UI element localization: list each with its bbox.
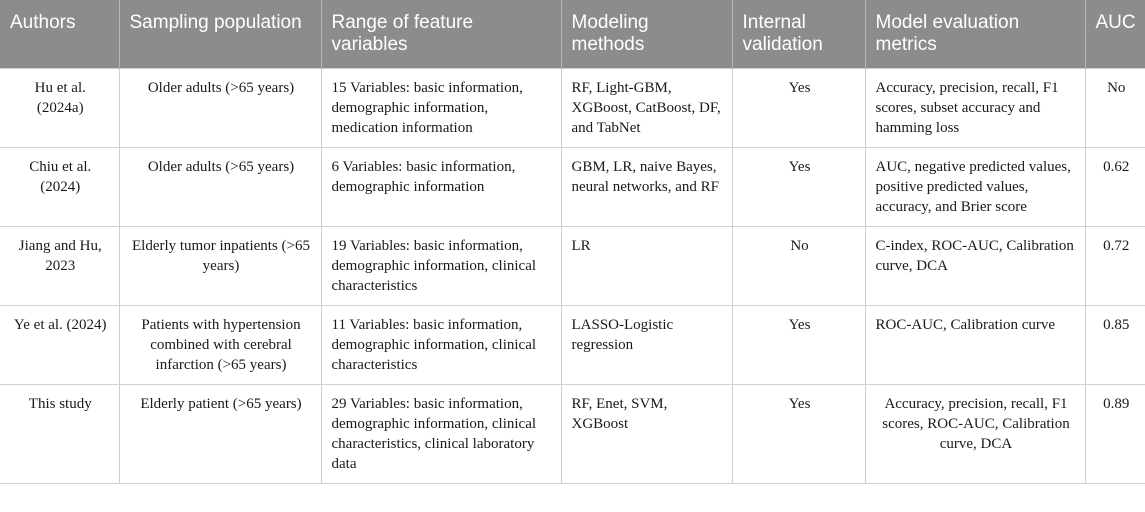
- table-row: [0, 69, 1145, 148]
- cell-methods: LR: [561, 227, 732, 306]
- table-row: [0, 385, 1145, 484]
- cell-validation: Yes: [732, 148, 865, 227]
- cell-validation: Yes: [732, 306, 865, 385]
- cell-validation: Yes: [732, 69, 865, 148]
- header-row: [0, 0, 1145, 69]
- cell-authors: Ye et al. (2024): [0, 306, 119, 385]
- cell-auc: 0.85: [1085, 306, 1145, 385]
- cell-authors: Hu et al. (2024a): [0, 69, 119, 148]
- cell-auc: 0.89: [1085, 385, 1145, 484]
- table-row: [0, 306, 1145, 385]
- cell-auc: 0.62: [1085, 148, 1145, 227]
- cell-validation: No: [732, 227, 865, 306]
- cell-metrics: Accuracy, precision, recall, F1 scores, ROC-AUC, Calibration curve, DCA: [865, 385, 1085, 484]
- header-feature-variables: Range of feature variables: [321, 0, 561, 69]
- header-evaluation-metrics: Model evaluation metrics: [865, 0, 1085, 69]
- cell-population: Older adults (>65 years): [119, 148, 321, 227]
- cell-metrics: C-index, ROC-AUC, Calibration curve, DCA: [865, 227, 1085, 306]
- cell-variables: 11 Variables: basic information, demographic information, clinical characteristics: [321, 306, 561, 385]
- cell-population: Older adults (>65 years): [119, 69, 321, 148]
- cell-variables: 19 Variables: basic information, demographic information, clinical characteristics: [321, 227, 561, 306]
- header-internal-validation: Internal validation: [732, 0, 865, 69]
- header-sampling-population: Sampling population: [119, 0, 321, 69]
- cell-population: Elderly tumor inpatients (>65 years): [119, 227, 321, 306]
- cell-validation: Yes: [732, 385, 865, 484]
- cell-methods: RF, Light-GBM, XGBoost, CatBoost, DF, and TabNet: [561, 69, 732, 148]
- table-row: [0, 227, 1145, 306]
- cell-methods: GBM, LR, naive Bayes, neural networks, and RF: [561, 148, 732, 227]
- cell-metrics: ROC-AUC, Calibration curve: [865, 306, 1085, 385]
- cell-population: Patients with hypertension combined with cerebral infarction (>65 years): [119, 306, 321, 385]
- cell-authors: Chiu et al. (2024): [0, 148, 119, 227]
- cell-variables: 6 Variables: basic information, demographic information: [321, 148, 561, 227]
- cell-metrics: AUC, negative predicted values, positive predicted values, accuracy, and Brier score: [865, 148, 1085, 227]
- table-body: [0, 69, 1145, 484]
- cell-methods: LASSO-Logistic regression: [561, 306, 732, 385]
- cell-auc: No: [1085, 69, 1145, 148]
- cell-authors: This study: [0, 385, 119, 484]
- cell-variables: 29 Variables: basic information, demographic information, clinical characteristics, clinical laboratory data: [321, 385, 561, 484]
- header-authors: Authors: [0, 0, 119, 69]
- cell-metrics: Accuracy, precision, recall, F1 scores, subset accuracy and hamming loss: [865, 69, 1085, 148]
- cell-auc: 0.72: [1085, 227, 1145, 306]
- cell-authors: Jiang and Hu, 2023: [0, 227, 119, 306]
- header-modeling-methods: Modeling methods: [561, 0, 732, 69]
- table-header: [0, 0, 1145, 69]
- table-row: [0, 148, 1145, 227]
- cell-population: Elderly patient (>65 years): [119, 385, 321, 484]
- header-auc: AUC: [1085, 0, 1145, 69]
- cell-variables: 15 Variables: basic information, demographic information, medication information: [321, 69, 561, 148]
- cell-methods: RF, Enet, SVM, XGBoost: [561, 385, 732, 484]
